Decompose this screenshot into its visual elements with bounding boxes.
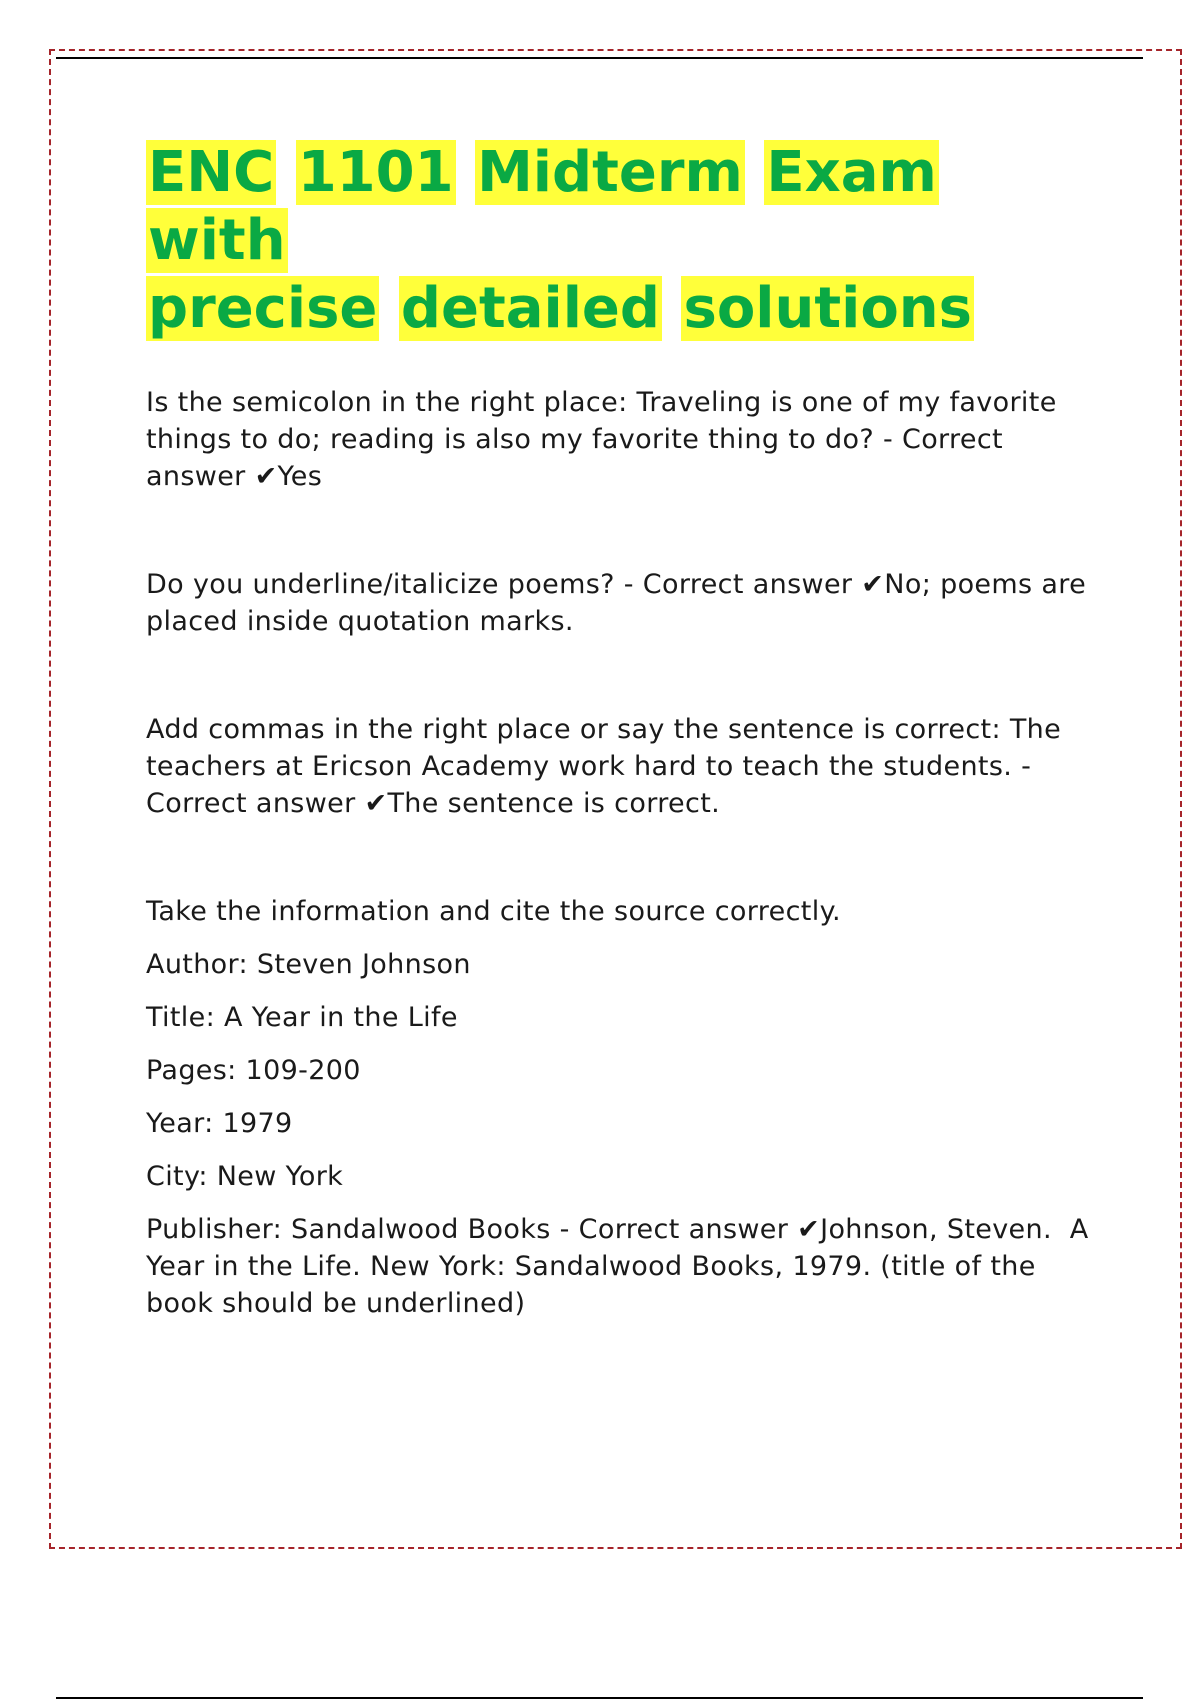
document-body	[146, 384, 1096, 1322]
answer-text: Yes	[277, 461, 323, 492]
question-text: Do you underline/italicize poems? - Correct answer	[146, 569, 862, 600]
publisher-text: Publisher: Sandalwood Books - Correct answer	[146, 1214, 798, 1245]
citation-author: Author: Steven Johnson	[146, 949, 471, 980]
document-title	[146, 139, 1076, 343]
checkmark-icon: ✔	[254, 461, 278, 492]
qa-item	[146, 566, 1096, 640]
title-word: with	[148, 208, 286, 273]
checkmark-icon: ✔	[797, 1214, 821, 1245]
title-word: Exam	[766, 140, 937, 205]
qa-item	[146, 384, 1096, 495]
checkmark-icon: ✔	[861, 569, 885, 600]
citation-pages: Pages: 109-200	[146, 1055, 361, 1086]
qa-item	[146, 711, 1096, 822]
citation-year: Year: 1979	[146, 1108, 293, 1139]
title-word: 1101	[297, 140, 454, 205]
title-word: detailed	[400, 276, 660, 341]
answer-text: Johnson, Steven. A Year in the Life. New York: Sandalwood Books, 1979. (title of the book should be underlined)	[146, 1214, 1098, 1319]
citation-question	[146, 893, 1096, 1322]
title-word: ENC	[148, 140, 275, 205]
footer-rule	[56, 1697, 1143, 1699]
answer-text: The sentence is correct.	[387, 788, 721, 819]
title-word: Midterm	[477, 140, 743, 205]
title-word: solutions	[683, 276, 972, 341]
question-text: Add commas in the right place or say the sentence is correct: The teachers at Ericson Academy work hard to teach the students. - Correct answer	[146, 714, 1062, 819]
citation-intro: Take the information and cite the source correctly.	[146, 896, 841, 927]
title-word: precise	[148, 276, 378, 341]
citation-title: Title: A Year in the Life	[146, 1002, 458, 1033]
citation-city: City: New York	[146, 1161, 344, 1192]
header-rule	[56, 57, 1143, 59]
checkmark-icon: ✔	[364, 788, 388, 819]
question-text: Is the semicolon in the right place: Traveling is one of my favorite things to do; reading is also my favorite thing to do? - Correct answer	[146, 387, 1057, 492]
answer-text: No; poems are placed inside quotation marks.	[146, 569, 1087, 637]
citation-publisher	[146, 1211, 1096, 1322]
